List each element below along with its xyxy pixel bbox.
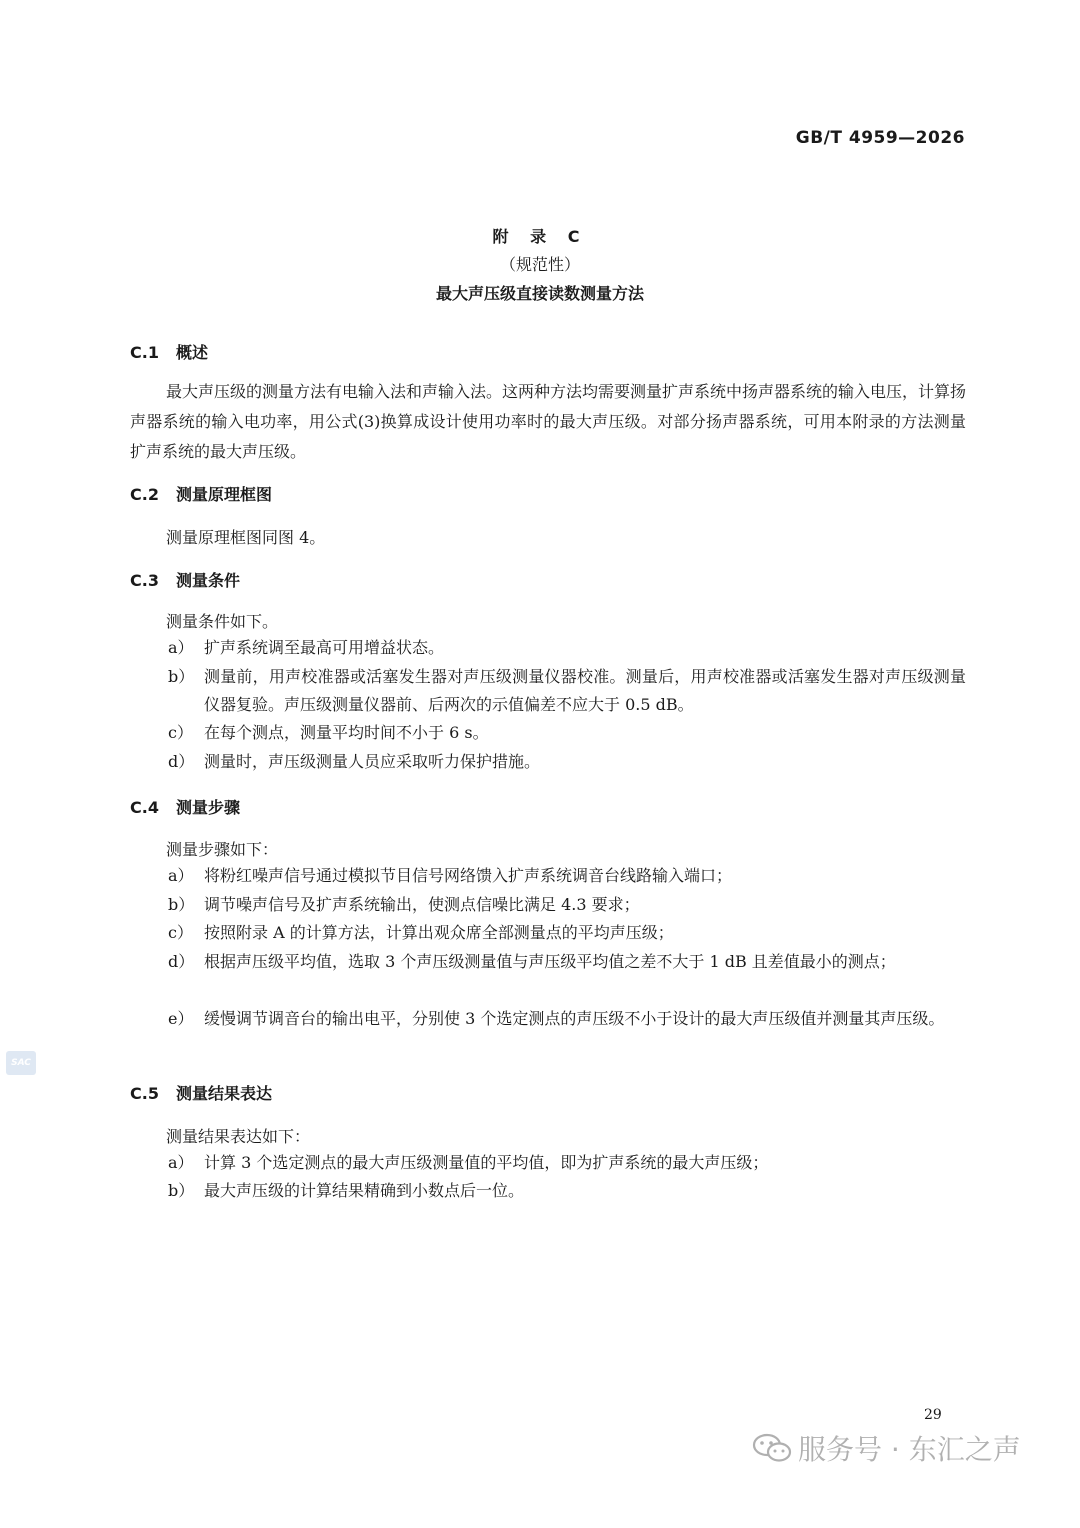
list-item: c） 按照附录 A 的计算方法，计算出观众席全部测量点的平均声压级； bbox=[168, 923, 674, 942]
section-heading-c1 bbox=[130, 340, 208, 363]
section-number: C.3 bbox=[130, 571, 159, 590]
list-item: b） 调节噪声信号及扩声系统输出，使测点信噪比满足 4.3 要求； bbox=[168, 895, 640, 914]
annex-title: 附 录 C bbox=[492, 227, 588, 246]
annex-type: （规范性） bbox=[499, 255, 580, 274]
section-number: C.4 bbox=[130, 798, 159, 817]
list-item: a） 扩声系统调至最高可用增益状态。 bbox=[168, 638, 445, 657]
section-heading-c4 bbox=[130, 795, 240, 818]
page-number: 29 bbox=[924, 1407, 942, 1423]
section-title: 概述 bbox=[176, 343, 209, 362]
section-heading-c5 bbox=[130, 1081, 272, 1104]
section-heading-c2 bbox=[130, 482, 272, 505]
list-item: b） 最大声压级的计算结果精确到小数点后一位。 bbox=[168, 1181, 525, 1200]
list-item: d） 测量时，声压级测量人员应采取听力保护措施。 bbox=[168, 752, 541, 771]
standard-code: GB/T 4959—2026 bbox=[795, 128, 965, 148]
list-item: a） 计算 3 个选定测点的最大声压级测量值的平均值，即为扩声系统的最大声压级； bbox=[168, 1153, 769, 1172]
section-title: 测量结果表达 bbox=[176, 1084, 273, 1103]
c3-intro: 测量条件如下。 bbox=[166, 612, 279, 631]
paragraph-c2: 测量原理框图同图 4。 bbox=[166, 528, 326, 547]
c4-intro: 测量步骤如下： bbox=[166, 840, 279, 859]
paragraph-c1: 最大声压级的测量方法有电输入法和声输入法。这两种方法均需要测量扩声系统中扬声器系统的输入电压，计算扬声器系统的输入电功率，用公式(3)换算成设计使用功率时的最大声压级。对部分扬声器系统，可用本附录的方法测量扩声系统的最大声压级。 bbox=[130, 382, 967, 461]
list-item: a） 将粉红噪声信号通过模拟节目信号网络馈入扩声系统调音台线路输入端口； bbox=[168, 866, 733, 885]
section-number: C.5 bbox=[130, 1084, 159, 1103]
section-heading-c3 bbox=[130, 568, 240, 591]
sac-logo: SAC bbox=[6, 1051, 36, 1075]
list-item: b） 测量前，用声校准器或活塞发生器对声压级测量仪器校准。测量后，用声校准器或活塞发生器对声压级测量仪器复验。声压级测量仪器前、后两次的示值偏差不应大于 0.5 dB。 bbox=[168, 667, 966, 714]
watermark bbox=[752, 1428, 1021, 1468]
list-item: d） 根据声压级平均值，选取 3 个声压级测量值与声压级平均值之差不大于 1 dB 且差值最小的测点； bbox=[168, 952, 896, 971]
section-number: C.2 bbox=[130, 485, 159, 504]
c5-intro: 测量结果表达如下： bbox=[166, 1127, 311, 1146]
watermark-text: 服务号 · 东汇之声 bbox=[798, 1433, 1021, 1466]
section-title: 测量条件 bbox=[176, 571, 241, 590]
section-title: 测量步骤 bbox=[176, 798, 241, 817]
list-item: c） 在每个测点，测量平均时间不小于 6 s。 bbox=[168, 723, 489, 742]
wechat-icon bbox=[752, 1433, 792, 1463]
list-item: e） 缓慢调节调音台的输出电平，分别使 3 个选定测点的声压级不小于设计的最大声压级值并测量其声压级。 bbox=[168, 1009, 945, 1028]
section-title: 测量原理框图 bbox=[176, 485, 273, 504]
annex-name: 最大声压级直接读数测量方法 bbox=[435, 284, 644, 303]
section-number: C.1 bbox=[130, 343, 159, 362]
